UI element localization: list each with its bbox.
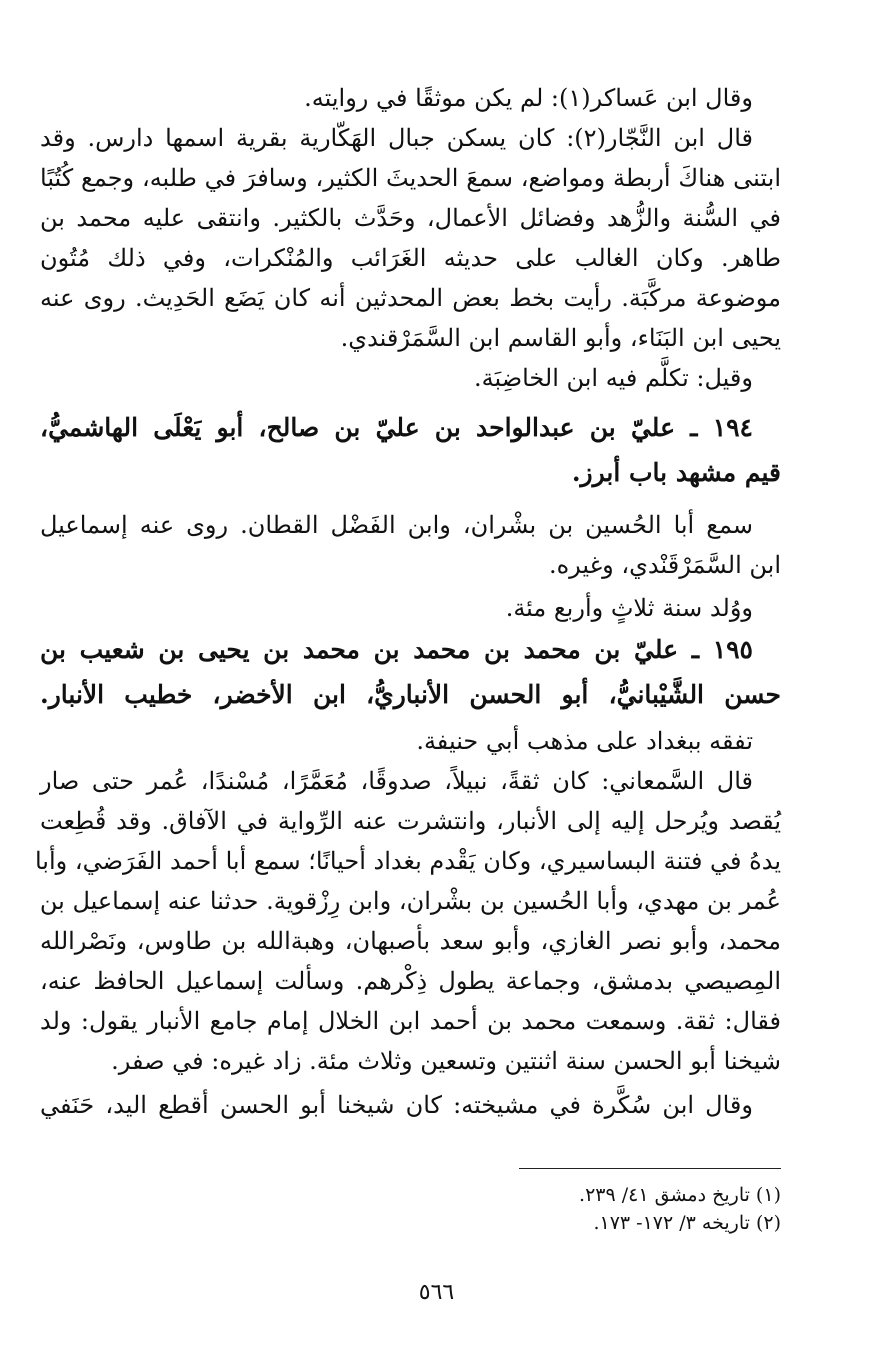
text-line: موضوعة مركَّبَة. رأيت بخط بعض المحدثين أنه كان يَضَع الحَدِيث. روى عنه bbox=[40, 284, 781, 312]
footnote: (٢) تاريخه ٣/ ١٧٢- ١٧٣. bbox=[593, 1212, 781, 1234]
text-line: ووُلد سنة ثلاثٍ وأربع مئة. bbox=[505, 594, 753, 622]
text-line: قال ابن النَّجّار(٢): كان يسكن جبال الهَكّارية بقرية اسمها دارس. وقد bbox=[40, 124, 754, 152]
entry-heading: حسن الشَّيْبانيُّ، أبو الحسن الأنباريُّ، ابن الأخضر، خطيب الأنبار. bbox=[40, 680, 781, 709]
text-line: محمد، وأبو نصر الغازي، وأبو سعد بأصبهان، وهبةالله بن طاوس، ونَصْرالله bbox=[40, 927, 781, 955]
text-line: قال السَّمعاني: كان ثقةً، نبيلاً، صدوقًا، مُعَمَّرًا، مُسْندًا، عُمر حتى صار bbox=[40, 767, 753, 795]
text-line: يحيى ابن البَنَاء، وأبو القاسم ابن السَّمَرْقندي. bbox=[340, 324, 781, 352]
text-line: يُقصد ويُرحل إليه إلى الأنبار، وانتشرت عنه الرِّواية في الآفاق. وقد قُطِعت bbox=[40, 807, 781, 835]
text-line: يدهُ في فتنة البساسيري، وكان يَقْدم بغداد أحيانًا؛ سمع أبا أحمد الفَرَضي، وأبا bbox=[34, 847, 781, 875]
text-line: وقال ابن سُكَّرة في مشيخته: كان شيخنا أبو الحسن أقطع اليد، حَنَفي bbox=[40, 1091, 753, 1119]
footnote-separator bbox=[519, 1168, 781, 1169]
text-line: شيخنا أبو الحسن سنة اثنتين وتسعين وثلاث مئة. زاد غيره: في صفر. bbox=[111, 1047, 781, 1075]
text-line: فقال: ثقة. وسمعت محمد بن أحمد ابن الخلال إمام جامع الأنبار يقول: ولد bbox=[40, 1007, 781, 1035]
text-line: طاهر. وكان الغالب على حديثه الغَرَائب والمُنْكرات، وفي ذلك مُتُون bbox=[40, 244, 781, 272]
entry-heading: ١٩٤ ـ عليّ بن عبدالواحد بن عليّ بن صالح، أبو يَعْلَى الهاشميُّ، bbox=[40, 413, 753, 442]
text-line: ابتنى هناكَ أربطة ومواضع، سمعَ الحديثَ الكثير، وسافرَ في طلبه، وجمع كُتُبًا bbox=[40, 164, 781, 192]
text-line: عُمر بن مهدي، وأبا الحُسين بن بشْران، وابن رِزْقوية. حدثنا عنه إسماعيل بن bbox=[39, 887, 781, 915]
footnote: (١) تاريخ دمشق ٤١/ ٢٣٩. bbox=[579, 1184, 781, 1206]
text-line: تفقه ببغداد على مذهب أبي حنيفة. bbox=[416, 727, 753, 755]
text-line: ابن السَّمَرْقَنْدي، وغيره. bbox=[548, 551, 781, 579]
text-line: سمع أبا الحُسين بن بشْران، وابن الفَضْل القطان. روى عنه إسماعيل bbox=[40, 511, 753, 539]
text-line: وقال ابن عَساكر(١): لم يكن موثقًا في روايته. bbox=[304, 84, 753, 112]
text-line: المِصيصي بدمشق، وجماعة يطول ذِكْرهم. وسألت إسماعيل الحافظ عنه، bbox=[40, 967, 781, 995]
entry-heading: قيم مشهد باب أبرز. bbox=[571, 458, 781, 487]
page-number: ٥٦٦ bbox=[418, 1280, 455, 1305]
text-line: وقيل: تكلَّم فيه ابن الخاضِبَة. bbox=[473, 364, 753, 392]
entry-heading: ١٩٥ ـ عليّ بن محمد بن محمد بن محمد بن يحيى بن شعيب بن bbox=[40, 635, 753, 664]
text-line: في السُّنة والزُّهد وفضائل الأعمال، وحَدَّث بالكثير. وانتقى عليه محمد بن bbox=[40, 204, 781, 232]
